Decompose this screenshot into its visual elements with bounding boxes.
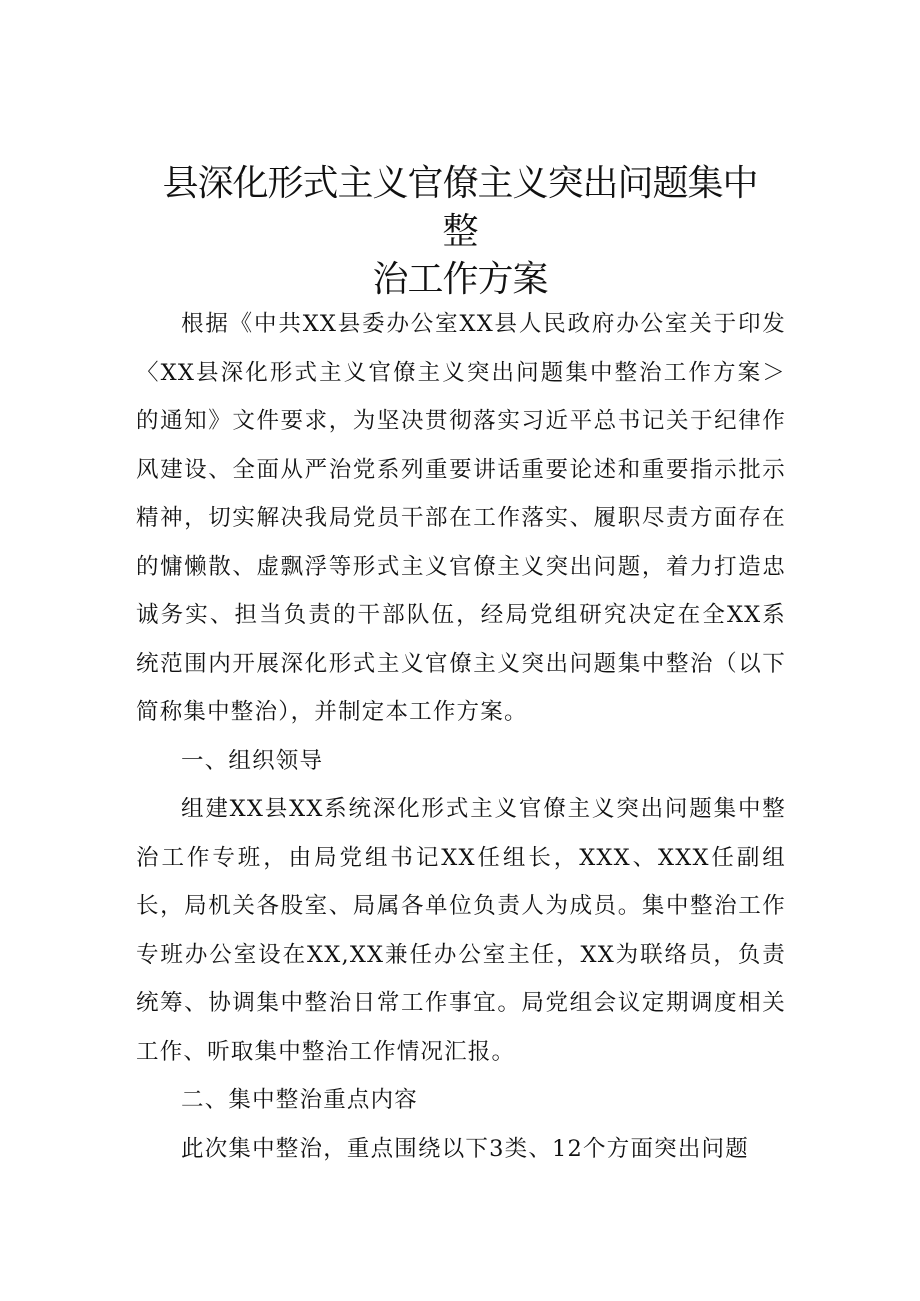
- title-line-2: 治工作方案: [372, 259, 548, 300]
- organization-paragraph: 组建XX县XX系统深化形式主义官僚主义突出问题集中整治工作专班，由局党组书记XX任组长，XXX、XXX任副组长，局机关各股室、局属各单位负责人为成员。集中整治工作专班办公室设在XX,XX兼任办公室主任，XX为联络员，负责统筹、协调集中整治日常工作事宜。局党组会议定期调度相关工作、听取集中整治工作情况汇报。: [136, 796, 786, 1065]
- key-content-paragraph: 此次集中整治，重点围绕以下3类、12个方面突出问题: [181, 1135, 749, 1162]
- document-body: [136, 300, 786, 1173]
- section-heading-organization: 一、组织领导: [181, 747, 324, 774]
- title-line-1: 县深化形式主义官僚主义突出问题集中整: [162, 163, 758, 252]
- section-heading-key-content: 二、集中整治重点内容: [181, 1087, 419, 1113]
- document-title: [150, 160, 770, 304]
- intro-paragraph: 根据《中共XX县委办公室XX县人民政府办公室关于印发〈XX县深化形式主义官僚主义突出问题集中整治工作方案＞的通知》文件要求，为坚决贯彻落实习近平总书记关于纪律作风建设、全面从严治党系列重要讲话重要论述和重要指示批示精神，切实解决我局党员干部在工作落实、履职尽责方面存在的慵懒散、虚飘浮等形式主义官僚主义突出问题，着力打造忠诚务实、担当负责的干部队伍，经局党组研究决定在全XX系统范围内开展深化形式主义官僚主义突出问题集中整治（以下简称集中整治），并制定本工作方案。: [136, 311, 786, 725]
